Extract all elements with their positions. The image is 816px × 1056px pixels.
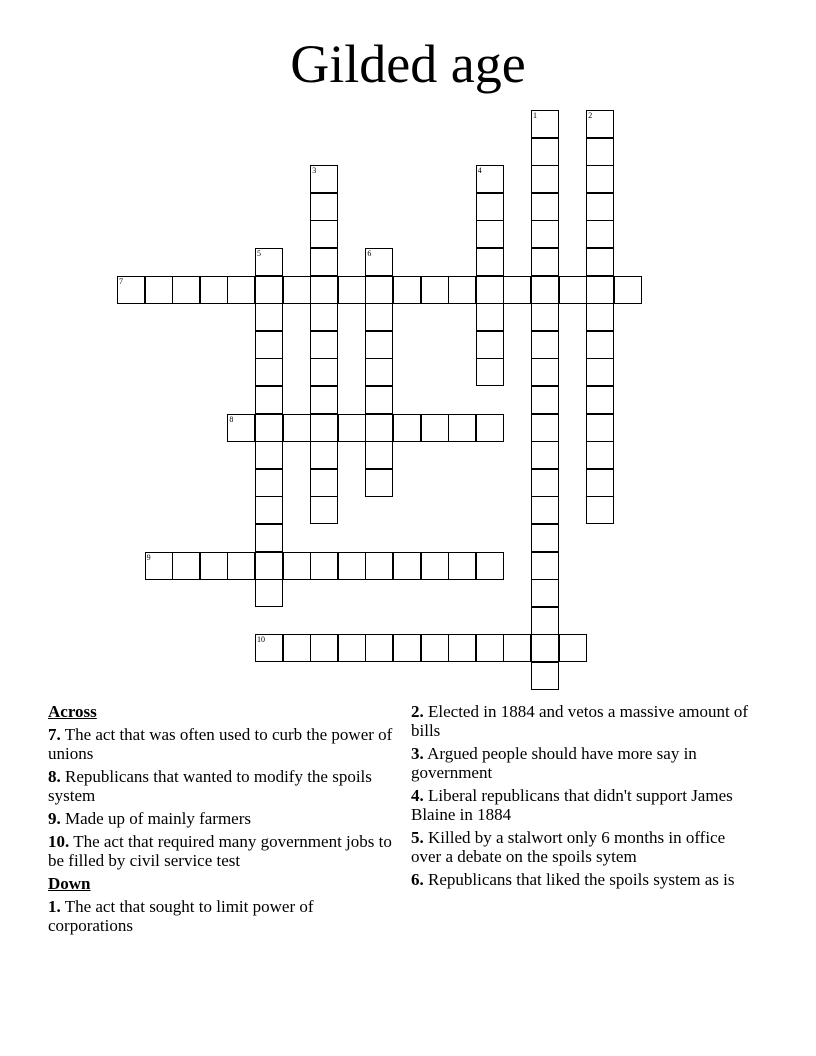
grid-cell[interactable]: [586, 331, 614, 359]
grid-cell[interactable]: [227, 276, 255, 304]
grid-cell[interactable]: [531, 469, 559, 497]
grid-cell[interactable]: [531, 441, 559, 469]
clue-number: 6.: [411, 870, 424, 889]
grid-cell[interactable]: [255, 524, 283, 552]
grid-cell[interactable]: [145, 276, 173, 304]
grid-cell[interactable]: [476, 193, 504, 221]
grid-cell[interactable]: [338, 552, 366, 580]
grid-cell[interactable]: [476, 165, 504, 193]
cell-number: 6: [367, 249, 372, 258]
grid-cell[interactable]: [255, 552, 283, 580]
clue-down-1: [48, 897, 393, 935]
grid-cell[interactable]: [476, 552, 504, 580]
grid-cell[interactable]: [586, 386, 614, 414]
grid-cell[interactable]: [310, 303, 338, 331]
clue-text: Republicans that wanted to modify the spoils system: [48, 767, 372, 805]
grid-cell[interactable]: [145, 552, 173, 580]
cell-number: 4: [477, 166, 482, 176]
grid-cell[interactable]: [338, 634, 366, 662]
clue-number: 8.: [48, 767, 61, 786]
grid-cell[interactable]: [531, 552, 559, 580]
grid-cell[interactable]: [503, 276, 531, 304]
grid-cell[interactable]: [255, 469, 283, 497]
clue-down-5: [411, 828, 756, 866]
grid-cell[interactable]: [310, 165, 338, 193]
clue-down-3: [411, 744, 756, 782]
clue-number: 5.: [411, 828, 424, 847]
cell-number: 5: [257, 249, 261, 258]
grid-cell[interactable]: [310, 248, 338, 276]
grid-cell[interactable]: [255, 634, 283, 662]
grid-cell[interactable]: [476, 331, 504, 359]
grid-cell[interactable]: [531, 358, 559, 386]
grid-cell[interactable]: [365, 331, 393, 359]
clue-number: 1.: [48, 897, 61, 916]
grid-cell[interactable]: [531, 386, 559, 414]
clue-number: 4.: [411, 786, 424, 805]
grid-cell[interactable]: [448, 552, 476, 580]
grid-cell[interactable]: [476, 414, 504, 442]
grid-cell[interactable]: [586, 358, 614, 386]
grid-cell[interactable]: [310, 634, 338, 662]
grid-cell[interactable]: [586, 414, 614, 442]
grid-cell[interactable]: [365, 469, 393, 497]
clue-across-10: [48, 832, 393, 870]
clue-number: 7.: [48, 725, 61, 744]
grid-cell[interactable]: [310, 552, 338, 580]
grid-cell[interactable]: [614, 276, 642, 304]
clue-number: 9.: [48, 809, 61, 828]
clue-down-4: [411, 786, 756, 824]
grid-cell[interactable]: [255, 303, 283, 331]
grid-cell[interactable]: [338, 276, 366, 304]
clues-right-column: [411, 702, 756, 893]
grid-cell[interactable]: [172, 276, 200, 304]
grid-cell[interactable]: [531, 193, 559, 221]
cell-number: 7: [119, 276, 123, 286]
grid-cell[interactable]: [255, 579, 283, 607]
grid-cell[interactable]: [586, 110, 614, 138]
clue-text: The act that sought to limit power of corporations: [48, 897, 314, 935]
grid-cell[interactable]: [310, 386, 338, 414]
grid-cell[interactable]: [283, 552, 311, 580]
grid-cell[interactable]: [531, 524, 559, 552]
grid-cell[interactable]: [283, 276, 311, 304]
grid-cell[interactable]: [448, 276, 476, 304]
grid-cell[interactable]: [586, 496, 614, 524]
grid-cell[interactable]: [255, 248, 283, 276]
grid-cell[interactable]: [365, 441, 393, 469]
grid-cell[interactable]: [476, 220, 504, 248]
grid-cell[interactable]: [531, 634, 559, 662]
grid-cell[interactable]: [283, 414, 311, 442]
grid-cell[interactable]: [365, 276, 393, 304]
grid-cell[interactable]: [503, 634, 531, 662]
grid-cell[interactable]: [531, 303, 559, 331]
grid-cell[interactable]: [365, 634, 393, 662]
grid-cell[interactable]: [531, 248, 559, 276]
grid-cell[interactable]: [559, 634, 587, 662]
clue-number: 10.: [48, 832, 70, 851]
grid-cell[interactable]: [227, 414, 255, 442]
grid-cell[interactable]: [227, 552, 255, 580]
grid-cell[interactable]: [531, 331, 559, 359]
clue-number: 2.: [411, 702, 424, 721]
grid-cell[interactable]: [531, 110, 559, 138]
grid-cell[interactable]: [393, 276, 421, 304]
grid-cell[interactable]: [393, 414, 421, 442]
grid-cell[interactable]: [365, 414, 393, 442]
grid-cell[interactable]: [365, 358, 393, 386]
grid-cell[interactable]: [531, 579, 559, 607]
grid-cell[interactable]: [586, 441, 614, 469]
cell-number: 8: [229, 414, 234, 424]
clue-text: Killed by a stalwort only 6 months in office over a debate on the spoils sytem: [411, 828, 726, 866]
grid-cell[interactable]: [310, 193, 338, 221]
clue-text: Republicans that liked the spoils system as is: [428, 870, 735, 889]
cell-number: 9: [146, 552, 151, 562]
down-heading: Down: [48, 874, 91, 893]
grid-cell[interactable]: [200, 276, 228, 304]
clue-text: Elected in 1884 and vetos a massive amount of bills: [411, 702, 749, 740]
grid-cell[interactable]: [365, 248, 393, 276]
grid-cell[interactable]: [448, 634, 476, 662]
clue-text: The act that required many government jobs to be filled by civil service test: [48, 832, 392, 870]
grid-cell[interactable]: [393, 634, 421, 662]
grid-cell[interactable]: [586, 165, 614, 193]
grid-cell[interactable]: [310, 220, 338, 248]
grid-cell[interactable]: [172, 552, 200, 580]
clue-text: Made up of mainly farmers: [65, 809, 251, 828]
grid-cell[interactable]: [310, 469, 338, 497]
grid-cell[interactable]: [310, 358, 338, 386]
grid-cell[interactable]: [117, 276, 145, 304]
grid-cell[interactable]: [310, 331, 338, 359]
grid-cell[interactable]: [586, 303, 614, 331]
grid-cell[interactable]: [255, 441, 283, 469]
grid-cell[interactable]: [255, 386, 283, 414]
clue-down-6: [411, 870, 756, 889]
grid-cell[interactable]: [531, 276, 559, 304]
grid-cell[interactable]: [255, 358, 283, 386]
grid-cell[interactable]: [393, 552, 421, 580]
grid-cell[interactable]: [531, 138, 559, 166]
clue-text: Argued people should have more say in government: [411, 744, 697, 782]
grid-cell[interactable]: [421, 414, 449, 442]
cell-number: 1: [533, 111, 537, 120]
grid-cell[interactable]: [586, 220, 614, 248]
grid-cell[interactable]: [255, 496, 283, 524]
grid-cell[interactable]: [586, 276, 614, 304]
grid-cell[interactable]: [559, 276, 587, 304]
cell-number: 2: [588, 111, 593, 120]
puzzle-title: Gilded age: [290, 34, 526, 94]
cell-number: 3: [312, 166, 317, 176]
grid-cell[interactable]: [365, 552, 393, 580]
grid-cell[interactable]: [421, 276, 449, 304]
grid-cell[interactable]: [310, 441, 338, 469]
grid-cell[interactable]: [531, 662, 559, 690]
clue-text: The act that was often used to curb the power of unions: [48, 725, 393, 763]
grid-cell[interactable]: [448, 414, 476, 442]
clues-left-column: [48, 702, 393, 939]
grid-cell[interactable]: [365, 386, 393, 414]
clue-across-9: [48, 809, 393, 828]
grid-cell[interactable]: [531, 220, 559, 248]
grid-cell[interactable]: [476, 276, 504, 304]
grid-cell[interactable]: [310, 414, 338, 442]
grid-cell[interactable]: [310, 496, 338, 524]
grid-cell[interactable]: [283, 634, 311, 662]
grid-cell[interactable]: [586, 469, 614, 497]
cell-number: 10: [257, 635, 265, 645]
grid-cell[interactable]: [421, 634, 449, 662]
grid-cell[interactable]: [476, 248, 504, 276]
clue-across-8: [48, 767, 393, 805]
grid-cell[interactable]: [586, 193, 614, 221]
clue-down-2: [411, 702, 756, 740]
grid-cell[interactable]: [531, 414, 559, 442]
grid-cell[interactable]: [476, 303, 504, 331]
clue-text: Liberal republicans that didn't support James Blaine in 1884: [411, 786, 733, 824]
clue-across-7: [48, 725, 393, 763]
grid-cell[interactable]: [476, 634, 504, 662]
grid-cell[interactable]: [338, 414, 366, 442]
grid-cell[interactable]: [586, 138, 614, 166]
grid-cell[interactable]: [586, 248, 614, 276]
grid-cell[interactable]: [421, 552, 449, 580]
grid-cell[interactable]: [310, 276, 338, 304]
grid-cell[interactable]: [255, 414, 283, 442]
grid-cell[interactable]: [476, 358, 504, 386]
across-heading: Across: [48, 702, 97, 721]
grid-cell[interactable]: [531, 165, 559, 193]
clue-number: 3.: [411, 744, 424, 763]
grid-cell[interactable]: [531, 496, 559, 524]
grid-cell[interactable]: [255, 331, 283, 359]
grid-cell[interactable]: [255, 276, 283, 304]
grid-cell[interactable]: [531, 607, 559, 635]
grid-cell[interactable]: [365, 303, 393, 331]
grid-cell[interactable]: [200, 552, 228, 580]
